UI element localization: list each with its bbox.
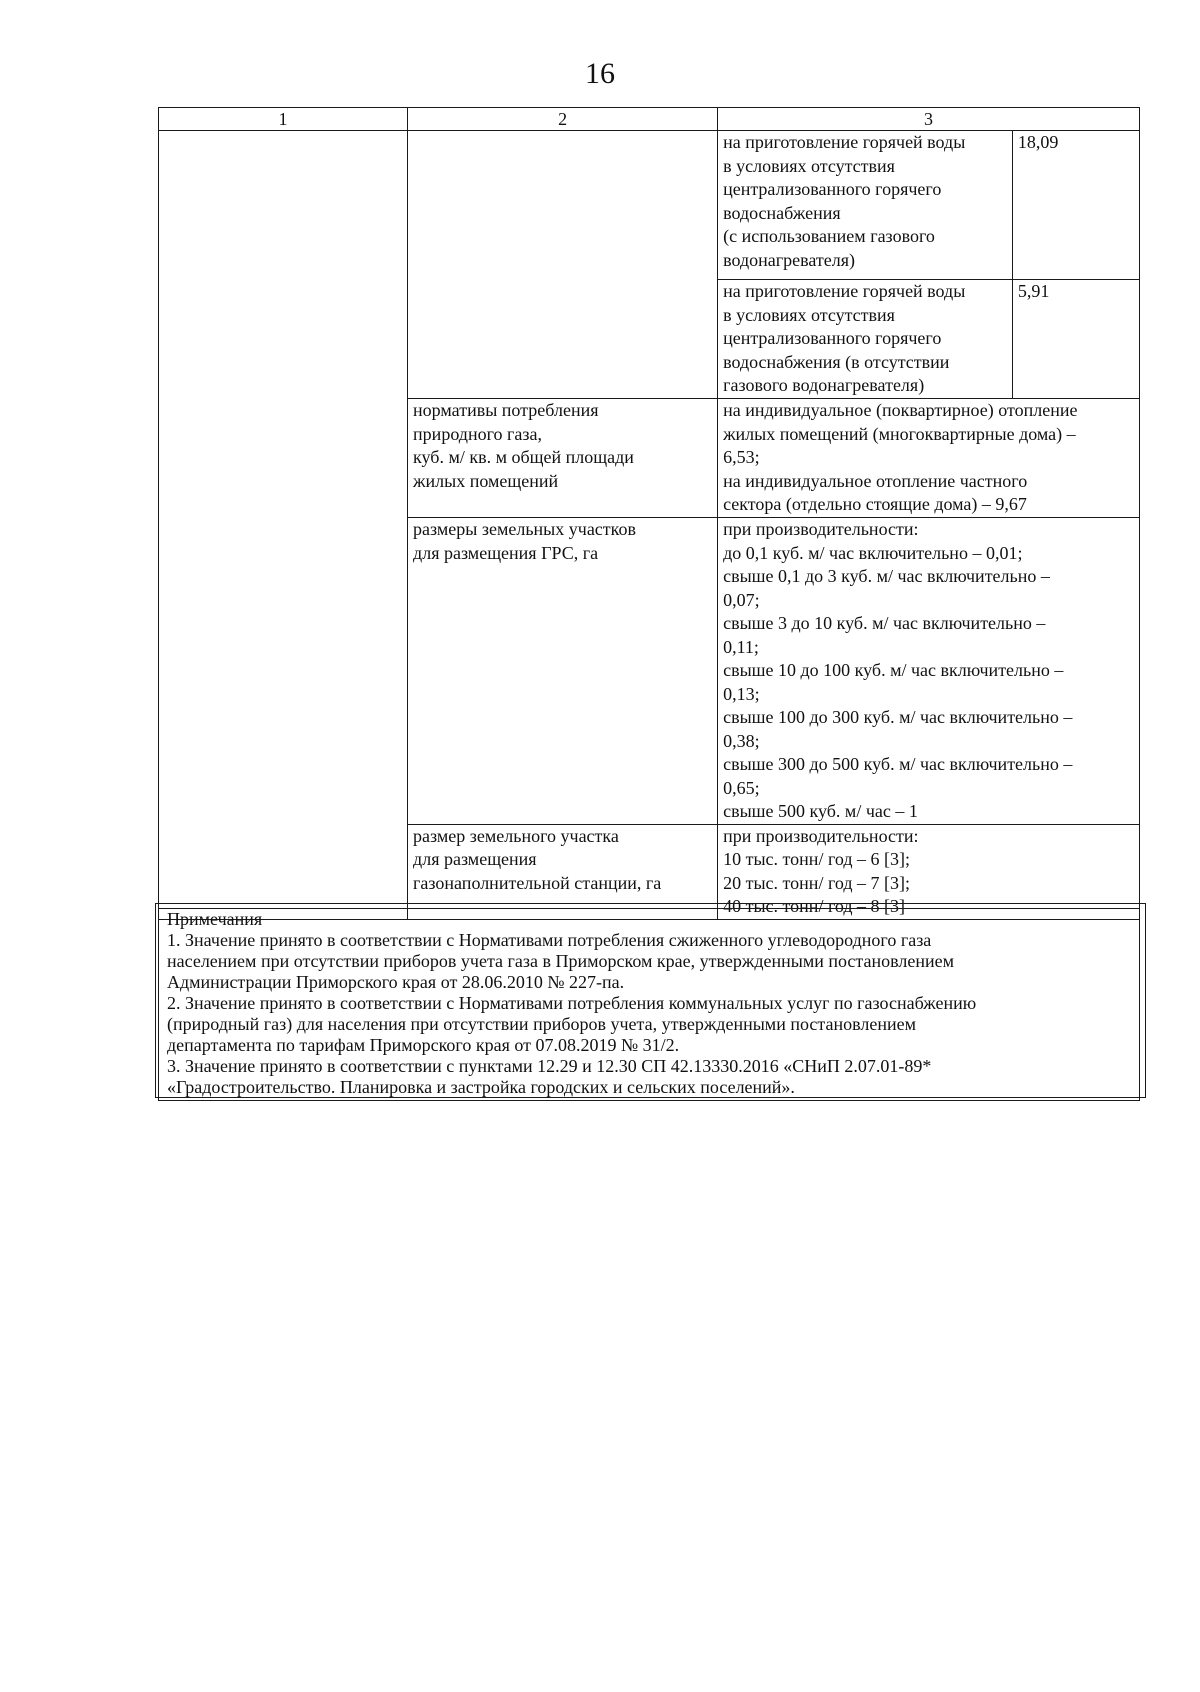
note-line: населением при отсутствии приборов учета газа в Приморском крае, утвержденными постановлением: [167, 951, 955, 971]
cell-line: газового водонагревателя): [723, 375, 925, 395]
col3-cell: [718, 518, 1140, 825]
cell-line: размеры земельных участков: [413, 519, 636, 539]
cell-line: природного газа,: [413, 423, 542, 444]
col2-cell: [408, 518, 718, 825]
cell-line: свыше 10 до 100 куб. м/ час включительно –: [723, 660, 1064, 680]
value-cell: 5,91: [1012, 280, 1139, 399]
cell-line: 10 тыс. тонн/ год – 6 [3];: [723, 849, 911, 869]
cell-line: централизованного горячего: [723, 179, 942, 199]
cell-line: на приготовление горячей воды: [723, 281, 966, 301]
cell-line: в условиях отсутствия: [723, 304, 895, 325]
cell-line: водонагревателя): [723, 249, 855, 270]
cell-line: свыше 500 куб. м/ час – 1: [723, 801, 918, 821]
cell-line: водоснабжения (в отсутствии: [723, 351, 950, 372]
norms-table: [158, 107, 1140, 920]
cell-line: при производительности:: [723, 825, 919, 846]
table-row: [159, 131, 1140, 280]
cell-line: при производительности:: [723, 519, 919, 539]
cell-line: 20 тыс. тонн/ год – 7 [3];: [723, 872, 911, 893]
cell-line: водоснабжения: [723, 202, 841, 223]
cell-line: 0,07;: [723, 589, 760, 610]
note-line: 3. Значение принято в соответствии с пунктами 12.29 и 12.30 СП 42.13330.2016 «СНиП 2.07.01-89*: [167, 1056, 932, 1076]
value-cell: 18,09: [1012, 131, 1139, 280]
col2-cell: [408, 399, 718, 518]
cell-line: свыше 0,1 до 3 куб. м/ час включительно –: [723, 566, 1050, 586]
cell-line: на индивидуальное (поквартирное) отопление: [723, 400, 1078, 420]
cell-line: 40 тыс. тонн/ год – 8 [3]: [723, 896, 906, 916]
cell-line: куб. м/ кв. м общей площади: [413, 447, 634, 467]
cell-line: на приготовление горячей воды: [723, 132, 966, 152]
cell-line: газонаполнительной станции, га: [413, 872, 662, 893]
col1-cell: [159, 131, 408, 920]
table-header-row: [159, 108, 1140, 131]
note-line: 1. Значение принято в соответствии с Нормативами потребления сжиженного углеводородного газа: [167, 930, 932, 950]
cell-line: централизованного горячего: [723, 328, 942, 348]
cell-line: 0,38;: [723, 730, 760, 751]
cell-line: до 0,1 куб. м/ час включительно – 0,01;: [723, 542, 1023, 563]
cell-line: для размещения ГРС, га: [413, 542, 599, 563]
cell-line: в условиях отсутствия: [723, 155, 895, 176]
note-line: Администрации Приморского края от 28.06.2010 № 227-па.: [167, 972, 625, 992]
note-line: департамента по тарифам Приморского края от 07.08.2019 № 31/2.: [167, 1035, 680, 1055]
header-col-2: 2: [408, 108, 718, 131]
cell-line: свыше 100 до 300 куб. м/ час включительно –: [723, 707, 1073, 727]
header-col-1: 1: [159, 108, 408, 131]
col3-cell: [718, 131, 1013, 280]
header-col-3: 3: [718, 108, 1140, 131]
cell-line: 6,53;: [723, 447, 760, 467]
note-line: «Градостроительство. Планировка и застройка городских и сельских поселений».: [167, 1077, 795, 1097]
cell-line: 0,13;: [723, 683, 760, 704]
cell-line: свыше 3 до 10 куб. м/ час включительно –: [723, 613, 1046, 633]
cell-line: свыше 300 до 500 куб. м/ час включительно –: [723, 754, 1073, 774]
cell-line: жилых помещений: [413, 470, 559, 491]
note-line: 2. Значение принято в соответствии с Нормативами потребления коммунальных услуг по газоснабжению: [167, 993, 977, 1013]
cell-line: жилых помещений (многоквартирные дома) –: [723, 423, 1076, 444]
col3-cell: [718, 399, 1140, 518]
note-line: (природный газ) для населения при отсутствии приборов учета, утвержденными постановлением: [167, 1014, 916, 1034]
col3-cell: [718, 280, 1013, 399]
cell-line: 0,11;: [723, 636, 759, 657]
notes-title: Примечания: [167, 909, 263, 929]
cell-line: для размещения: [413, 849, 537, 869]
cell-line: на индивидуальное отопление частного: [723, 470, 1028, 491]
col2-cell-empty: [408, 131, 718, 399]
cell-line: 0,65;: [723, 777, 760, 798]
page-number: 16: [585, 57, 615, 90]
cell-line: сектора (отдельно стоящие дома) – 9,67: [723, 494, 1027, 514]
cell-line: нормативы потребления: [413, 400, 599, 420]
cell-line: (с использованием газового: [723, 226, 935, 246]
cell-line: размер земельного участка: [413, 825, 619, 846]
notes-block: [158, 908, 1140, 1101]
